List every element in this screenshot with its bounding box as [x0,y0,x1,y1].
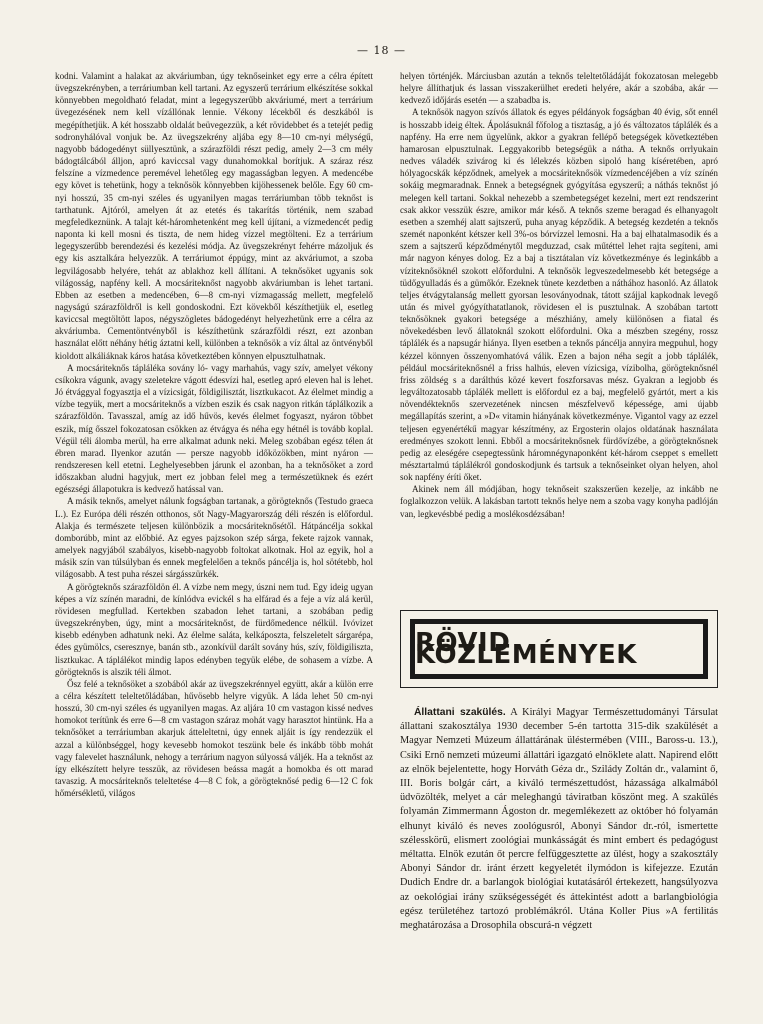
notice-lead: Állattani szakülés. [414,707,506,718]
paragraph: kodni. Valamint a halakat az akváriumban, úgy teknőseinket egy erre a célra épített üvegszekrényben, a terráriumban kell tartani. Az egyszerű terrárium elkészítése sokkal könnyebben megoldható feladat, mint a legegyszerűbb akváriumé, mert a terrárium üvegezésének nem kell vízállónak lennie. Vékony lécekből és deszkából is megépíthetjük. A két hosszabb oldalát beüvegezzük, a két rövidebbet és a tetejét pedig sodronyhálóval vonjuk be. Az üvegszekrény aljába egy 8—10 cm-nyi mélységű, nagyobb bádogedényt süllyesztünk, a szárazföldi részt pedig, amely 2—3 cm mély bádogtálcából álljon, apró kaviccsal vagy dunahomokkal borítjuk. A száraz rész felszíne a vízmedence peremével lehetőleg egy magasságban legyen. A medencébe egy követ is tehetünk, hogy a teknősök könnyebben kijöhessenek belőle. Egy 60 cm-nyi hosszú, 35 cm-nyi széles és ugyanilyen magas terráriumban több teknőst is tarthatunk. Ajtóról, amelyen át az etetés és takarítás történik, nem szabad megfeledkeznünk. A talajt két-háromhetenként meg kell újítani, a vízmedencét pedig naponta ki kell mosni és tiszta, de nem hideg vízzel megtölteni. Ez a terrárium legegyszerűbb berendezési és kezelési módja. Az üvegszekrényt fehérre mázoljuk és egy kis asztalkára helyezzük. A terráriumot éppúgy, mint az akváriumot, a szoba legvilágosabb helyére, tehát az ablakhoz kell állítani. A teknősöket ugyanis sok világosság, napfény kell. A mocsáriteknőst nagyobb akváriumban is lehet tartani. Ebben az esetben a medencében, 6—8 cm-nyi vízmagasság mellett, megfelelő nagyságú szárazföldről is kell gondoskodni. Ezt kövekből készíthetjük el, esetleg kaviccsal megtöltött lapos, négyszögletes bádogedényt helyezhetünk erre a célra az akváriumba. Cementöntvényből is készíthetünk szárazföldi részt, ezt azonban használat előtt néhány hétig áztatni kell, különben a teknősök a víz által az öntvényből kioldott alkáliáknak káros hatása következtében könnyen elpusztulhatnak. [55,71,373,361]
article-continuation [400,70,718,590]
paragraph: A teknősök nagyon szívós állatok és egyes példányok fogságban 40 évig, sőt ennél is hosszabb ideig éltek. Ápolásuknál főfolog a tisztaság, a jó és változatos táplálék és a napfény. Ha erre nem ügyelünk, akkor a gyakran fellépő betegségek következtében hamarosan elpusztulnak. Leggyakoribb betegségük a nátha. A teknős orrlyukain nedves váladék szivárog ki és lélekzés közben sipoló hang kíséretében, apró hólyagocskák képződnek, amelyek a mocsáriteknősök vízmedencéjében a víz színén sokáig megmaradnak. Ennek a betegségnek gyógyítása egyszerű; a náthás teknőst jó melegen kell tartani. Sokkal nehezebb a szembetegséget kezelni, mert ezt rendszerint csak akkor vesszük észre, amikor már késő. A teknős szeme beragad és elhanyagolt esetben a szemhéj alatt sajtszerű, puha anyag képződik. A betegség kezdetén a teknős szemét naponként kétszer kell 3%-os bórvízzel lemosni. Ha a baj elhatalmasodik és a szem a sajtszerű képződménytől megduzzad, csak műtéttel lehet rajta segíteni, ami már nagyon kényes dolog. Ez a baj a tisztátalan víz következménye és leginkább a víziteknősöknél szokott előfordulni. A teknősök legveszedelmesebb két betegsége a tüdőgyulladás és a gümőkór. Ezeknek tünete kezdetben a náthához hasonló. Az állatok teljes étvágytalanság mellett gyorsan lesoványodnak, tátott szájjal kapkodnak levegő után és mivel gyógyíthatatlanok, rövidesen el is pusztulnak. A szobában tartott teknősöknek gyakori betegsége a mészhiány, amely különösen a fiatal és növekedésben levő állatoknál szokott előfordulni. Oka a mészben szegény, rossz táplálék és a napsugár hiánya. Ilyen esetben a teknős páncélja annyira megpuhul, hogy kézzel könnyen összenyomhatóvá válik. Ezen a bajon néha segít a jobb táplálék, például mocsáriteknősnél a friss halhús, eleven vízicsiga, vízibolha, görögteknősnél friss zöldség s a darálthús közé kevert foszforsavas mész. Gyakran a legjobb és legváltozatosabb táplálék mellett is előfordul ez a baj, megfelelő gyártót, mert a kis növendékteknős szervezetének nincsen mészfelvevő képessége, ami újabb megállapítás szerint, a »D« vitamin hiányának következménye. Vigantol vagy az ezzel teljesen egyenértékű magyar készítmény, az Ergosterin olajos oldatának használata eredményes szokott lenni. Ebből a mocsáriteknősnek fürdővízébe, a görögteknősnek pedig az eleségére csepegtessünk háromnégynaponként két-három cseppet s emellett mésztartalmú táplálékról gondoskodjunk és tartsuk a teknőseinket olyan helyen, ahol sok napfény éríti őket. [400,107,718,483]
notice-text: A Királyi Magyar Természettudományi Társulat állattani szakosztálya 1930 december 5-én tartotta 315-dik szakülését a Magyar Nemzeti Múzeum állattárának üléstermében (VIII., Baross-u. 13.), Csiki Ernő nemzeti múzeumi állattári igazgató elnöklete alatt. Napirend előtt az elnök bejelentette, hogy Horváth Géza dr., Szilády Zoltán dr., valamint ő, III. Boris bolgár cárt, a kiváló természettudóst, házassága alkalmából üdvözölték, melyet a cár meleghangú táviratban köszönt meg. A szakülés folyamán Zimmermann Ágoston dr. megemlékezett az október hó folyamán elhunyt kiváló és neves zoológusról, Abonyi Sándor dr.-ról, ismertette szélesskörű, elismert zoológiai munkásságát és mint embert és pedagógust méltatta. Elnök ezután őt percre felfüggesztette az ülést, hogy a szakosztály Abonyi Sándor dr. iránt érzett kegyeletét ilymódon is kifejezze. Ezután Dudich Endre dr. a barlangok biológiai kutatásáról értekezett, hangsúlyozva az oekológiai irány szükségességét és áttekintést adott a barlangbiológia egész területéhez tartozó problémákról. Utána Koller Pius »A fertilitás meghatározása a Drosophila obscurá-n végzett [400,707,719,932]
notice-paragraph [400,706,718,933]
paragraph: A másik teknős, amelyet nálunk fogságban tartanak, a görögteknős (Testudo graeca L.). Ez Európa déli részén otthonos, sőt Nagy-Magyarország déli részén is előfordul. Alakja és természete teljesen különbözik a mocsáriteknősétől. Hátpáncélja sokkal domborúbb, mint az előbbié. Az egyes pajzsokon szép sárga, fekete rajzok vannak, amelyek nagyjából szabályos, kisebb-nagyobb foltokat alkotnak. Hol az egyik, hol a másik szín van túlsúlyban és ennek megfelelően a teknős páncélja is, hol sötétebb, hol világosabb. A test puha részei sárgásszürkék. [55,496,373,580]
page-number: — 18 — [357,44,406,57]
paragraph: A mocsáriteknős táplálékа sovány ló- vagy marhahús, vagy szív, amelyet vékony csíkokra vágunk, avagy szeletekre vágott édesvízi hal, esetleg apró eleven hal is lehet. Jó étvággyal fogyasztja el a vízicsigát, földigilisztát, lisztkukacot. Az élelmet mindig a vízbe tegyük, mert a mocsáriteknős a vízben eszik és csak nagyon ritkán táplálkozik a szárazföldön. Tavasszal, amíg az idő hűvös, kevés élelmet fogyaszt, nyáron többet eszik, míg ősszel fokozatosan csökken az étvágya és néha egy hétnél is tovább koplal. Végül téli álomba merül, ha erre alkalmat adunk neki. Meleg szobában egész télen át ébren marad. Ilyenkor azután — persze nagyobb időközökben, mint nyáron — rendszeresen kell etetni. Leghelyesebben járunk el azonban, ha a teknősöket a zord időszakban aludni hagyjuk, mert ez jobban felel meg a természetüknek és ezért egészségi állapotukra is kedvező hatással van. [55,362,373,495]
paragraph: helyen történjék. Márciusban azután a teknős teleltetőládáját fokozatosan melegebb helyre állíthatjuk és lassan visszakerülhet eredeti helyére, akár a szobába, akár — kedvező időjárás esetén — a szabadba is. [400,71,718,106]
right-column [400,70,718,933]
left-column [55,70,373,975]
paragraph: Ősz felé a teknősöket a szobából akár az üvegszekrénnyel együtt, akár a külön erre a célra készített teleltetőládában, hűvösebb helyre vigyük. A láda lehet 50 cm-nyi hosszú, 30 cm-nyi széles és ugyanilyen magas. Az aljára 10 cm vastagon kissé nedves homokot terítünk és erre 6—8 cm vastagon száraz mohát vagy harasztot hintünk. Ha a teknősöket a terráriumban akarjuk átteleltetni, úgy ennek aljáit is így rendezzük el azzal a különbséggel, hogy kevesebb homokot teszünk bele és inkább több mohát vagy falevelet használunk, nehogy a terrárium nagyon súlyossá váljék. Ha a teknőst az így elkészített helyre tesszük, az rövidesen beássa magát a homokba és ott marad tavaszig. A mocsáriteknős teleltetése 4—8 C fok, a görögteknősé pedig 6—12 C fok hőmérsékletű, világos [55,678,373,799]
paragraph: Akinek nem áll módjában, hogy teknőseit szakszerűen kezelje, az inkább ne foglalkozzon velük. A lakásban tartott teknős helye nem a szoba vagy konyha padlóján van, legkevésbbé pedig a moslékosdézsában! [400,484,718,519]
section-header-frame [400,610,718,688]
section-heading: RÖVID KÖZLEMÉNYEK [410,619,708,679]
notice [400,706,718,933]
paragraph: A görögteknős szárazföldön él. A vízbe nem megy, úszni nem tud. Egy ideig ugyan képes a víz színén maradni, de kínlódva evickél s ha elfárad és a feje a víz alá kerül, rövidesen megfullad. Kertekben szabadon lehet tartani, a szobában pedig üvegszekrényben, úgy, mint a mocsáriteknőst, de fürdőmedence nélkül. Ivóvizet kisebb edényben adhatunk neki. Az élelme saláta, kelkáposzta, felszeletelt sárgarépa, édes gyümölcs, cseresznye, banán stb., azonkívül darált sovány hús, szív, földigiliszta, lisztkukac. A táplálékot mindig lapos edényben tegyük elébe, de sohasem a vízbe. A görögteknős is alszik téli álmot. [55,581,373,677]
